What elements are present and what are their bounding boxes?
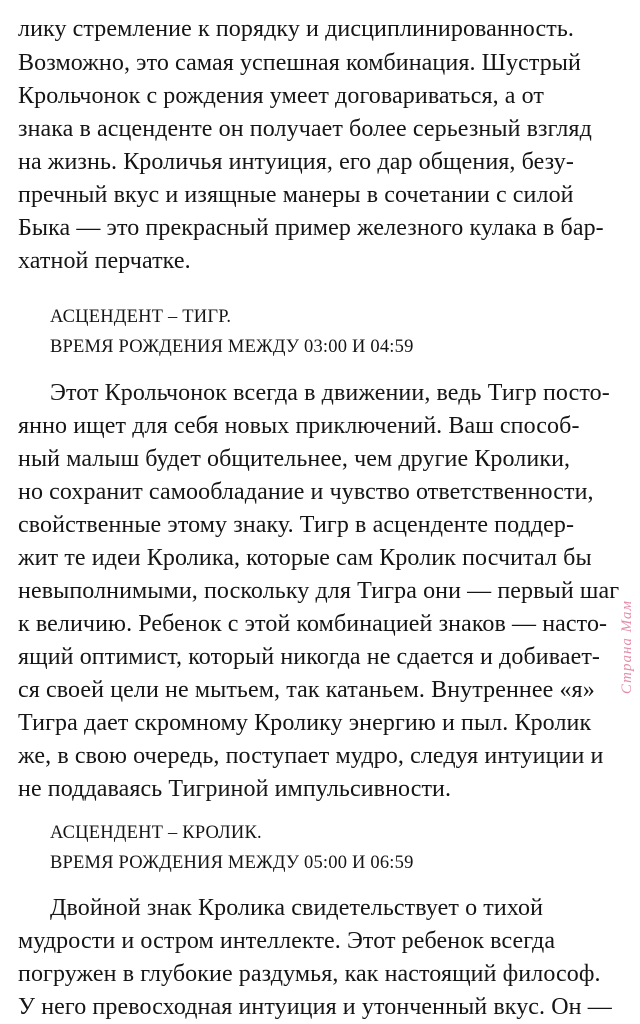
text-line: погружен в глубокие раздумья, как настоящий философ. — [18, 961, 601, 987]
watermark-text: Страна Мам — [619, 600, 635, 695]
text-line: Тигра дает скромному Кролику энергию и пыл. Кролик — [18, 710, 592, 736]
text-line: Двойной знак Кролика свидетельствует о тихой — [50, 895, 544, 921]
text-line: жит те идеи Кролика, которые сам Кролик посчитал бы — [18, 545, 592, 571]
text-line: пречный вкус и изящные манеры в сочетании с силой — [18, 182, 574, 208]
text-line: мудрости и остром интеллекте. Этот ребенок всегда — [18, 928, 556, 954]
text-line: знака в асценденте он получает более серьезный взгляд — [18, 116, 592, 142]
text-line: У него превосходная интуиция и утонченный вкус. Он — — [18, 994, 612, 1020]
text-line: же, в свою очередь, поступает мудро, следуя интуиции и — [18, 743, 604, 769]
text-line: ся своей цели не мытьем, так катаньем. Внутреннее «я» — [18, 677, 595, 703]
text-line: но сохранит самообладание и чувство ответственности, — [18, 479, 594, 505]
text-line: к величию. Ребенок с этой комбинацией знаков — насто- — [18, 611, 608, 637]
section-subheading-rabbit-time: ВРЕМЯ РОЖДЕНИЯ МЕЖДУ 05:00 И 06:59 — [50, 853, 414, 873]
text-line: Быка — это прекрасный пример железного кулака в бар- — [18, 215, 604, 241]
section-subheading-tiger-time: ВРЕМЯ РОЖДЕНИЯ МЕЖДУ 03:00 И 04:59 — [50, 337, 414, 357]
text-line: хатной перчатке. — [18, 248, 191, 274]
text-line: свойственные этому знаку. Тигр в асценденте поддер- — [18, 512, 575, 538]
text-line: ящий оптимист, который никогда не сдается и добивает- — [18, 644, 601, 670]
text-line: Крольчонок с рождения умеет договариваться, а от — [18, 83, 545, 109]
text-line: не поддаваясь Тигриной импульсивности. — [18, 776, 452, 802]
text-line: Возможно, это самая успешная комбинация. Шустрый — [18, 50, 581, 76]
text-line: янно ищет для себя новых приключений. Ваш способ- — [18, 413, 580, 439]
text-line: ный малыш будет общительнее, чем другие Кролики, — [18, 446, 571, 472]
text-line: лику стремление к порядку и дисциплинированность. — [18, 16, 574, 42]
text-line: на жизнь. Кроличья интуиция, его дар общения, безу- — [18, 149, 574, 175]
section-heading-rabbit: АСЦЕНДЕНТ – КРОЛИК. — [50, 823, 262, 843]
text-line: невыполнимыми, поскольку для Тигра они — первый шаг — [18, 578, 620, 604]
section-heading-tiger: АСЦЕНДЕНТ – ТИГР. — [50, 307, 232, 327]
text-line: Этот Крольчонок всегда в движении, ведь Тигр посто- — [50, 380, 610, 406]
